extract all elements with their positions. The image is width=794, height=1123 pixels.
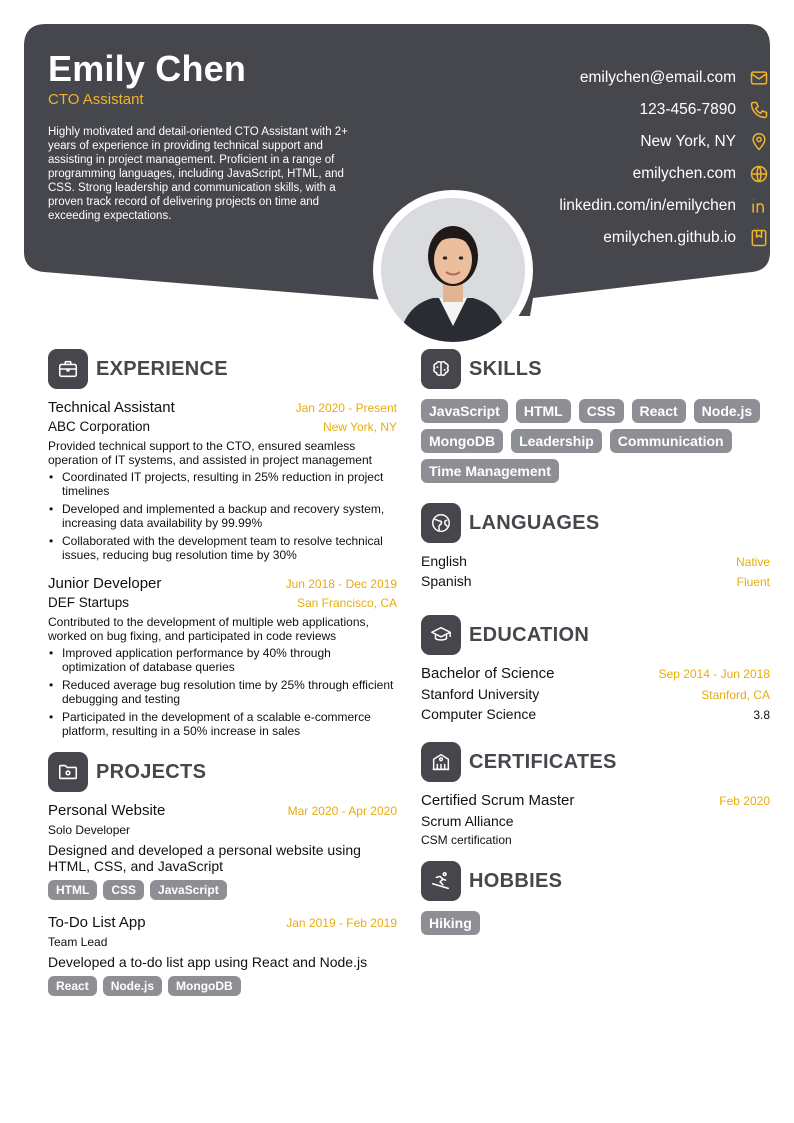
job-date: Jun 2018 - Dec 2019: [285, 577, 397, 591]
language-level: Native: [735, 555, 770, 569]
job-title: Junior Developer: [48, 575, 162, 592]
job-location: San Francisco, CA: [296, 596, 397, 610]
skill-tag: CSS: [579, 399, 624, 423]
certificate-date: Feb 2020: [719, 794, 770, 808]
contact-phone-text: 123-456-7890: [639, 101, 736, 118]
contact-location-text: New York, NY: [640, 133, 736, 150]
skill-tag: React: [632, 399, 686, 423]
profile-summary: Highly motivated and detail-oriented CTO Assistant with 2+ years of experience in providing technical support and assisting in project management. Proficient in a range of programming languages, including JavaScript, HTML, and CSS. Strong leadership and communication skills, with a proven track record of delivering projects on time and exceeding expectations.: [48, 126, 348, 222]
job-description: Provided technical support to the CTO, ensured seamless operation of IT systems, and assisted in project management: [48, 439, 372, 467]
language-globe-icon: [421, 503, 461, 543]
skill-tag: Node.js: [694, 399, 761, 423]
project-description: Designed and developed a personal website using HTML, CSS, and JavaScript: [48, 842, 361, 874]
company-name: DEF Startups: [48, 595, 130, 610]
education-title: EDUCATION: [469, 623, 590, 646]
project-item: [48, 802, 397, 900]
language-name: Spanish: [421, 573, 472, 589]
job-achievements: [48, 470, 397, 562]
folder-icon: [48, 752, 88, 792]
language-item: [421, 553, 770, 573]
location-pin-icon: [748, 131, 770, 153]
certificate-detail: CSM certification: [421, 833, 512, 847]
job-title: Technical Assistant: [48, 399, 175, 416]
bookmark-icon: [748, 227, 770, 249]
right-column: [421, 349, 770, 935]
achievement-item: • Coordinated IT projects, resulting in 25% reduction in project timelines: [48, 470, 397, 498]
contact-phone[interactable]: [430, 94, 770, 126]
language-level: Fluent: [736, 575, 770, 589]
projects-header: [48, 752, 397, 792]
linkedin-icon: [748, 195, 770, 217]
experience-item: [48, 399, 397, 562]
skills-list: [421, 399, 761, 483]
field-of-study: Computer Science: [421, 706, 537, 722]
education-item: [421, 665, 770, 722]
skills-title: SKILLS: [469, 357, 542, 380]
hobby-tag: Hiking: [421, 911, 480, 935]
left-column: [48, 349, 397, 996]
education-date: Sep 2014 - Jun 2018: [658, 667, 770, 681]
mail-icon: [748, 67, 770, 89]
briefcase-icon: [48, 349, 88, 389]
contact-email-text: emilychen@email.com: [579, 69, 736, 86]
phone-icon: [748, 99, 770, 121]
school-location: Stanford, CA: [701, 688, 770, 702]
projects-title: PROJECTS: [96, 760, 207, 783]
hobbies-title: HOBBIES: [469, 869, 563, 892]
job-achievements: [48, 646, 397, 738]
tech-tag: CSS: [103, 880, 144, 900]
certificate-name: Certified Scrum Master: [421, 792, 575, 809]
project-title: To-Do List App: [48, 914, 146, 931]
skill-tag: Leadership: [511, 429, 602, 453]
gpa: 3.8: [753, 708, 770, 722]
language-item: [421, 573, 770, 593]
experience-header: [48, 349, 397, 389]
certificates-title: CERTIFICATES: [469, 750, 617, 773]
experience-item: [48, 575, 397, 738]
certificate-building-icon: [421, 742, 461, 782]
skills-header: [421, 349, 770, 389]
languages-header: [421, 503, 770, 543]
job-location: New York, NY: [322, 420, 397, 434]
degree: Bachelor of Science: [421, 665, 555, 682]
tech-tag: MongoDB: [168, 976, 241, 996]
achievement-item: • Reduced average bug resolution time by 25% through efficient debugging and testing: [48, 678, 397, 706]
tech-tag: React: [48, 976, 97, 996]
contact-location: [430, 126, 770, 158]
project-description: Developed a to-do list app using React and Node.js: [48, 954, 368, 970]
project-role: Team Lead: [48, 935, 108, 949]
globe-icon: [748, 163, 770, 185]
project-date: Mar 2020 - Apr 2020: [287, 804, 397, 818]
contact-website[interactable]: [430, 158, 770, 190]
hobbies-header: [421, 861, 770, 901]
school-name: Stanford University: [421, 686, 540, 702]
tech-tag: Node.js: [103, 976, 162, 996]
project-title: Personal Website: [48, 802, 166, 819]
project-date: Jan 2019 - Feb 2019: [286, 916, 397, 930]
skill-tag: MongoDB: [421, 429, 503, 453]
tech-tag: JavaScript: [150, 880, 227, 900]
certificate-item: [421, 792, 770, 847]
certificates-header: [421, 742, 770, 782]
project-tags: [48, 880, 397, 900]
brain-icon: [421, 349, 461, 389]
hobbies-list: [421, 911, 770, 935]
achievement-item: • Developed and implemented a backup and recovery system, increasing data availability by 99.99%: [48, 502, 397, 530]
contact-website-text: emilychen.com: [632, 165, 736, 182]
profile-photo: [381, 198, 525, 342]
contact-email[interactable]: [430, 62, 770, 94]
achievement-item: • Participated in the development of a scalable e-commerce platform, resulting in a 50% increase in sales: [48, 710, 397, 738]
languages-title: LANGUAGES: [469, 511, 600, 534]
skill-tag: JavaScript: [421, 399, 508, 423]
candidate-role: CTO Assistant: [48, 91, 144, 108]
experience-title: EXPERIENCE: [96, 357, 228, 380]
graduation-cap-icon: [421, 615, 461, 655]
education-header: [421, 615, 770, 655]
candidate-name: Emily Chen: [48, 48, 247, 89]
skier-icon: [421, 861, 461, 901]
skill-tag: Communication: [610, 429, 732, 453]
tech-tag: HTML: [48, 880, 97, 900]
skill-tag: HTML: [516, 399, 571, 423]
contact-linkedin-text: linkedin.com/in/emilychen: [559, 197, 736, 214]
certificate-issuer: Scrum Alliance: [421, 813, 514, 829]
skill-tag: Time Management: [421, 459, 559, 483]
job-description: Contributed to the development of multiple web applications, worked on bug fixing, and participated in code reviews: [48, 615, 369, 643]
job-date: Jan 2020 - Present: [295, 401, 397, 415]
contact-github-text: emilychen.github.io: [603, 229, 736, 246]
achievement-item: • Collaborated with the development team to resolve technical issues, reducing bug resolution time by 30%: [48, 534, 397, 562]
project-item: [48, 914, 397, 996]
project-tags: [48, 976, 397, 996]
achievement-item: • Improved application performance by 40% through optimization of database queries: [48, 646, 397, 674]
language-name: English: [421, 553, 467, 569]
company-name: ABC Corporation: [48, 419, 151, 434]
project-role: Solo Developer: [48, 823, 131, 837]
